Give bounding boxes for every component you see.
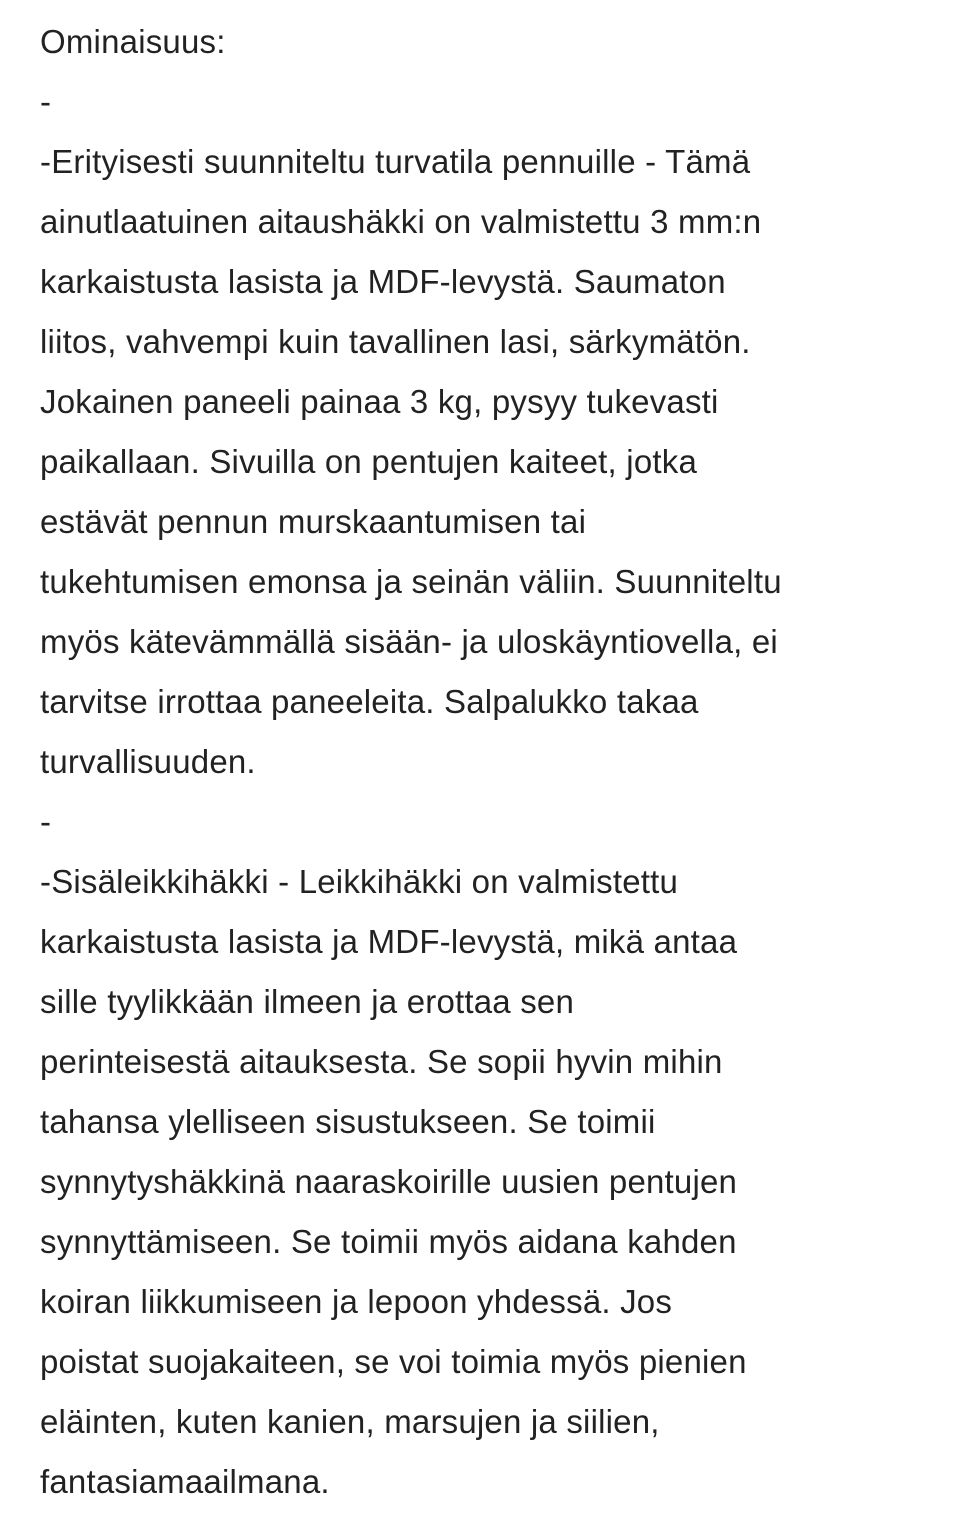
text-line: fantasiamaailmana. <box>40 1463 330 1500</box>
feature-section-indoor-playpen <box>40 852 940 1512</box>
text-line: liitos, vahvempi kuin tavallinen lasi, särkymätön. <box>40 323 751 360</box>
text-line: paikallaan. Sivuilla on pentujen kaiteet, jotka <box>40 443 697 480</box>
text-line: koiran liikkumiseen ja lepoon yhdessä. Jos <box>40 1283 673 1320</box>
text-line: synnyttämiseen. Se toimii myös aidana kahden <box>40 1223 737 1260</box>
text-line: -Erityisesti suunniteltu turvatila pennuille - Tämä <box>40 143 751 180</box>
features-heading: Ominaisuus: <box>40 23 226 60</box>
text-line: turvallisuuden. <box>40 743 256 780</box>
product-features-document <box>40 12 940 1512</box>
feature-section-safe-space <box>40 132 940 792</box>
text-line: Jokainen paneeli painaa 3 kg, pysyy tukevasti <box>40 383 719 420</box>
text-line: estävät pennun murskaantumisen tai <box>40 503 587 540</box>
text-line: myös kätevämmällä sisään- ja uloskäyntiovella, ei <box>40 623 778 660</box>
text-line: poistat suojakaiteen, se voi toimia myös pienien <box>40 1343 747 1380</box>
text-line: synnytyshäkkinä naaraskoirille uusien pentujen <box>40 1163 738 1200</box>
separator-dash: - <box>40 83 52 120</box>
text-line: sille tyylikkään ilmeen ja erottaa sen <box>40 983 575 1020</box>
text-line: karkaistusta lasista ja MDF-levystä, mikä antaa <box>40 923 738 960</box>
text-line: -Sisäleikkihäkki - Leikkihäkki on valmistettu <box>40 863 679 900</box>
text-line: eläinten, kuten kanien, marsujen ja siilien, <box>40 1403 660 1440</box>
text-line: karkaistusta lasista ja MDF-levystä. Saumaton <box>40 263 726 300</box>
text-line: tarvitse irrottaa paneeleita. Salpalukko takaa <box>40 683 699 720</box>
text-line: perinteisestä aitauksesta. Se sopii hyvin mihin <box>40 1043 723 1080</box>
text-line: tahansa ylelliseen sisustukseen. Se toimii <box>40 1103 656 1140</box>
text-line: tukehtumisen emonsa ja seinän väliin. Suunniteltu <box>40 563 782 600</box>
separator-dash: - <box>40 803 52 840</box>
text-line: ainutlaatuinen aitaushäkki on valmistettu 3 mm:n <box>40 203 762 240</box>
